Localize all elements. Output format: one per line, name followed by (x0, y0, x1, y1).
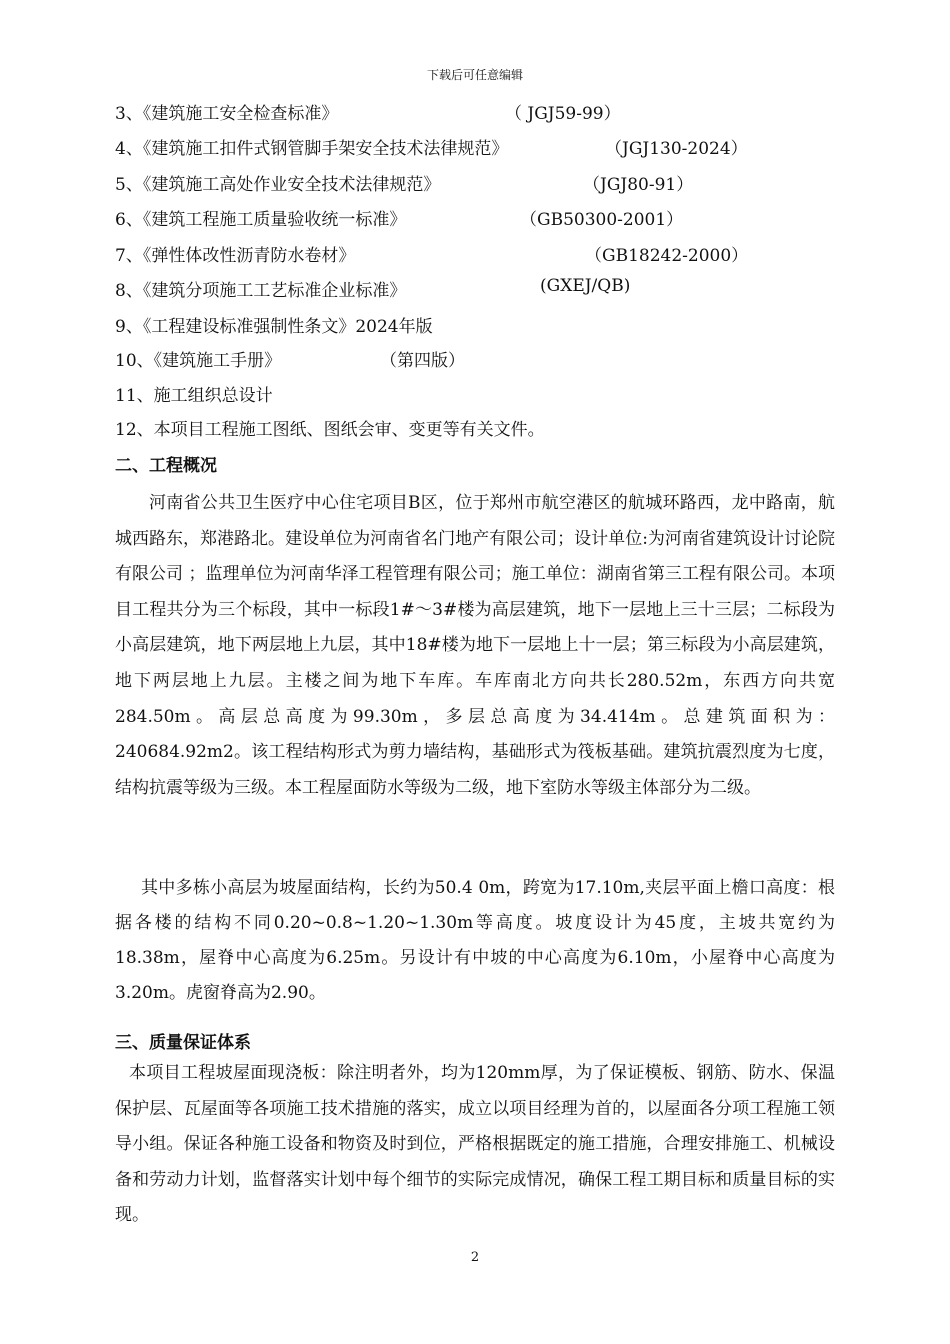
reference-code: (GXEJ/QB) (540, 276, 631, 296)
reference-code: （第四版） (380, 351, 465, 371)
section-heading-quality: 三、质量保证体系 (115, 1033, 251, 1053)
roof-structure-paragraph: 其中多栋小高层为坡屋面结构，长约为50.4 0m，跨宽为17.10m,夹层平面上檐口高度：根据各楼的结构不同0.20~0.8~1.20~1.30m等高度。坡度设计为45度，主坡共宽约为18.38m，屋脊中心高度为6.25m。另设计有中坡的中心高度为6.10m，小屋脊中心高度为3.20m。虎窗脊高为2.90。 (115, 878, 835, 1003)
reference-item (115, 99, 621, 124)
reference-title: 6、《建筑工程施工质量验收统一标准》 (115, 210, 407, 230)
reference-title: 8、《建筑分项施工工艺标准企业标准》 (115, 281, 407, 301)
section-heading-overview: 二、工程概况 (115, 456, 217, 476)
reference-title: 4、《建筑施工扣件式钢管脚手架安全技术法律规范》 (115, 139, 509, 159)
reference-code: （JGJ130-2024） (605, 139, 748, 159)
reference-code: （JGJ80-91） (583, 175, 694, 195)
page-header: 下载后可任意编辑 (426, 68, 523, 82)
project-overview-paragraph: 河南省公共卫生医疗中心住宅项目B区，位于郑州市航空港区的航城环路西，龙中路南，航城西路东，郑港路北。建设单位为河南省名门地产有限公司；设计单位:为河南省建筑设计讨论院有限公司 ；监理单位为河南华泽工程管理有限公司；施工单位：湖南省第三工程有限公司。本项目工程共分为三个标段，其中一标段1#～3#楼为高层建筑，地下一层地上三十三层；二标段为小高层建筑，地下两层地上九层，其中18#楼为地下一层地上十一层；第三标段为小高层建筑，地下两层地上九层。主楼之间为地下车库。车库南北方向共长280.52m，东西方向共宽284.50m。高层总高度为99.30m，多层总高度为34.414m。总建筑面积为：240684.92m2。该工程结构形式为剪力墙结构，基础形式为筏板基础。建筑抗震烈度为七度，结构抗震等级为三级。本工程屋面防水等级为二级，地下室防水等级主体部分为二级。 (115, 493, 835, 798)
reference-item (115, 134, 748, 159)
reference-title: 3、《建筑施工安全检查标准》 (115, 104, 339, 124)
reference-item (115, 346, 465, 371)
reference-item (115, 312, 433, 337)
reference-title: 9、《工程建设标准强制性条文》2024年版 (115, 317, 433, 337)
reference-code: （ JGJ59-99） (505, 104, 621, 124)
list-item-12: 12、本项目工程施工图纸、图纸会审、变更等有关文件。 (115, 420, 545, 440)
reference-code: （GB18242-2000） (585, 246, 749, 266)
reference-item (115, 170, 694, 195)
reference-item (115, 205, 684, 230)
reference-code: （GB50300-2001） (520, 210, 684, 230)
reference-item (115, 241, 749, 266)
reference-item (115, 276, 631, 301)
quality-system-paragraph: 本项目工程坡屋面现浇板：除注明者外，均为120mm厚，为了保证模板、钢筋、防水、保温保护层、瓦屋面等各项施工技术措施的落实，成立以项目经理为首的，以屋面各分项工程施工领导小组。保证各种施工设备和物资及时到位，严格根据既定的施工措施，合理安排施工、机械设备和劳动力计划，监督落实计划中每个细节的实际完成情况，确保工程工期目标和质量目标的实现。 (115, 1063, 835, 1225)
reference-title: 5、《建筑施工高处作业安全技术法律规范》 (115, 175, 441, 195)
list-item-11: 11、施工组织总设计 (115, 386, 273, 406)
reference-title: 10、《建筑施工手册》 (115, 351, 282, 371)
reference-title: 7、《弹性体改性沥青防水卷材》 (115, 246, 356, 266)
page-number: 2 (470, 1250, 480, 1265)
